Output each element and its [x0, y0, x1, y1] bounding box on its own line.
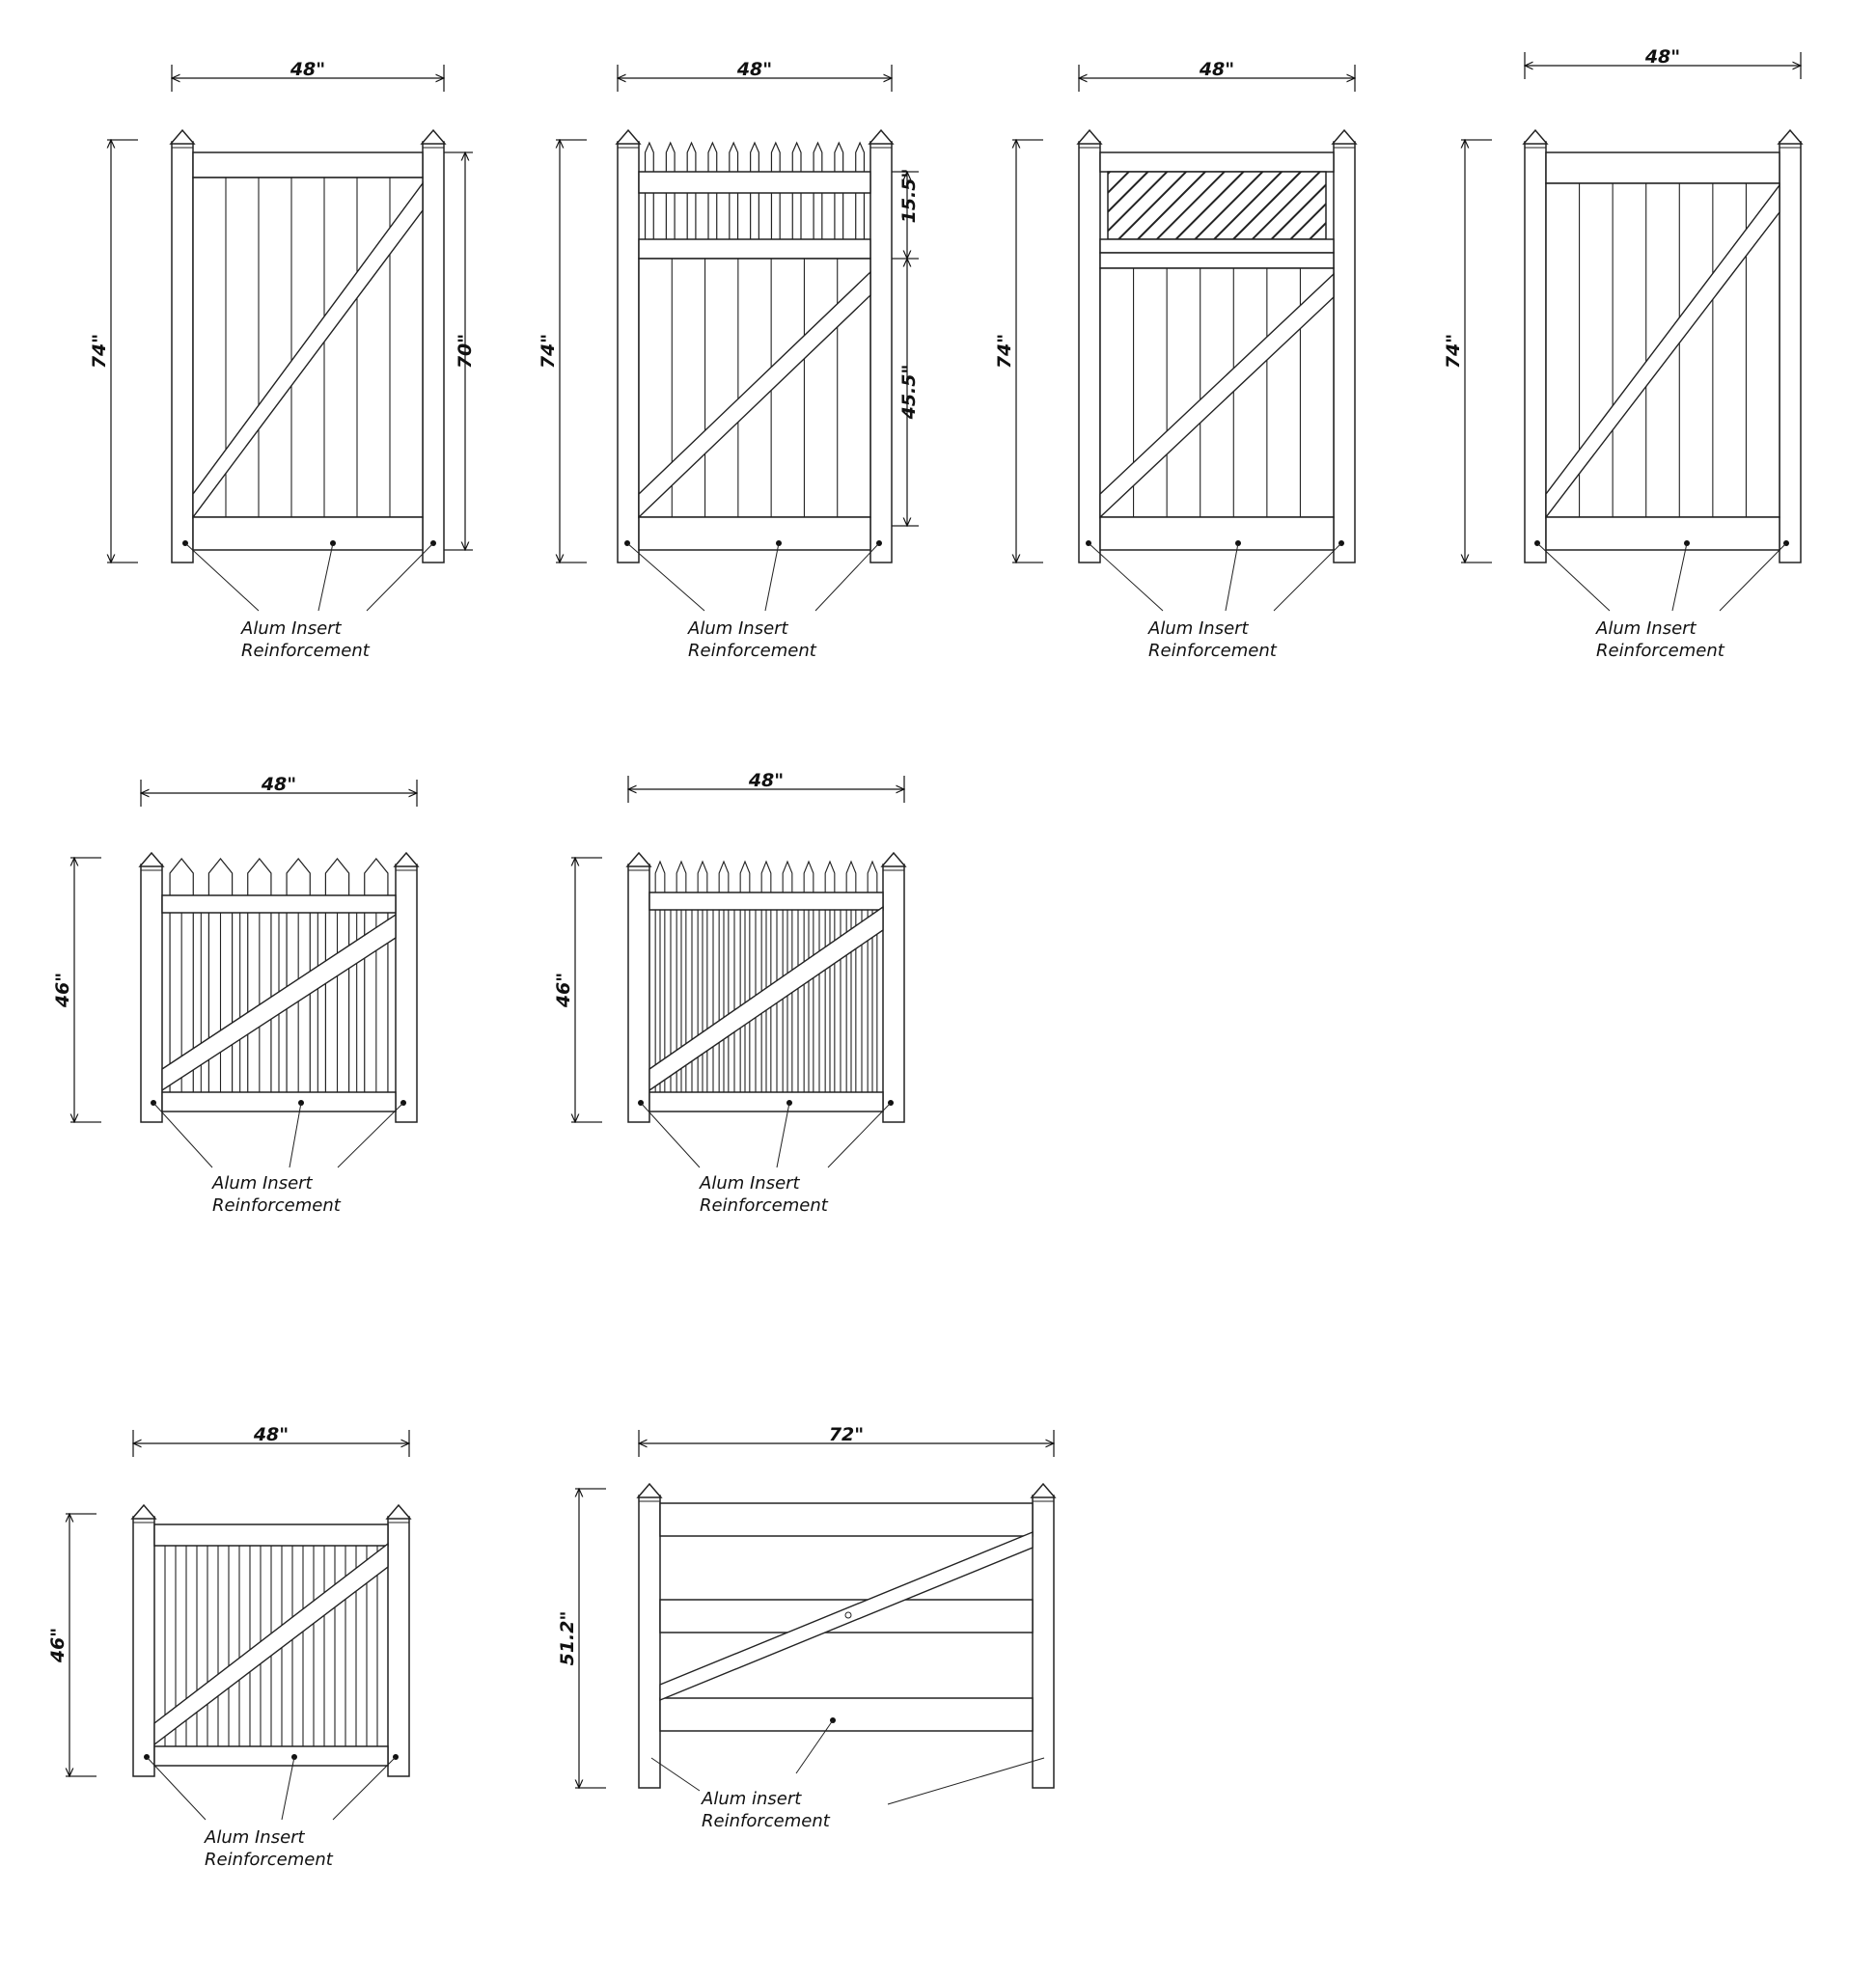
callout-line-2: Reinforcement	[205, 1850, 333, 1870]
height-dimension-label: 74"	[538, 333, 559, 370]
width-dimension-label: 48"	[253, 1424, 290, 1445]
callout-line-2: Reinforcement	[702, 1811, 830, 1831]
gate-post	[141, 864, 162, 1122]
gate-flat-top-picket	[47, 1424, 410, 1870]
gate-picket-top-privacy	[538, 59, 920, 661]
top-rail	[1546, 152, 1779, 183]
top-rail	[649, 892, 883, 910]
height-dimension-label: 74"	[1443, 333, 1464, 370]
callout-line-1: Alum Insert	[241, 618, 342, 639]
bottom-rail	[162, 1092, 396, 1112]
post-cap	[627, 853, 650, 866]
gate-post	[172, 142, 193, 563]
height-dimension-label: 74"	[994, 333, 1015, 370]
height-dimension-label: 46"	[52, 972, 73, 1008]
post-cap	[171, 130, 194, 144]
gate-ranch-rail	[557, 1424, 1055, 1831]
top-rail	[1100, 152, 1334, 172]
post-cap	[638, 1484, 661, 1497]
callout-leader	[828, 1103, 891, 1167]
top-rail	[162, 895, 396, 913]
callout-leader	[1672, 543, 1687, 611]
post-cap	[1333, 130, 1356, 144]
callout-line-1: Alum Insert	[212, 1173, 313, 1194]
post-cap	[617, 130, 640, 144]
height-dimension-label: 46"	[553, 972, 574, 1008]
gate-post	[618, 142, 639, 563]
callout-leader	[888, 1758, 1044, 1804]
extra-dimension-label: 15.5"	[898, 168, 920, 224]
gate-post	[883, 864, 904, 1122]
width-dimension-label: 48"	[1644, 46, 1681, 68]
post-cap	[869, 130, 893, 144]
bottom-rail	[1100, 517, 1334, 550]
width-dimension-label: 48"	[736, 59, 773, 80]
width-dimension-label: 48"	[261, 774, 297, 795]
gate-post	[1033, 1496, 1054, 1788]
callout-leader	[367, 543, 433, 611]
gate-post	[639, 1496, 660, 1788]
bottom-rail	[639, 517, 870, 550]
callout-line-1: Alum Insert	[700, 1173, 800, 1194]
width-dimension-label: 48"	[290, 59, 326, 80]
post-cap	[395, 853, 418, 866]
gate-post	[870, 142, 892, 563]
callout-leader	[338, 1103, 403, 1167]
gate-post	[1079, 142, 1100, 563]
callout-leader	[290, 1103, 301, 1167]
callout-leader	[1537, 543, 1610, 611]
callout-leader	[185, 543, 259, 611]
callout-line-2: Reinforcement	[1148, 641, 1277, 661]
middle-rail-lower	[1100, 253, 1334, 268]
callout-leader	[318, 543, 333, 611]
callout-line-2: Reinforcement	[212, 1195, 341, 1216]
width-dimension-label: 72"	[828, 1424, 865, 1445]
callout-leader	[1089, 543, 1163, 611]
callout-line-1: Alum Insert	[1148, 618, 1249, 639]
post-cap	[387, 1505, 410, 1519]
bottom-rail	[1546, 517, 1779, 550]
callout-line-1: Alum Insert	[688, 618, 788, 639]
gate-post	[1525, 142, 1546, 563]
callout-leader	[1274, 543, 1341, 611]
post-cap	[1524, 130, 1547, 144]
gate-post	[628, 864, 649, 1122]
post-cap	[132, 1505, 155, 1519]
callout-leader	[815, 543, 879, 611]
callout-line-2: Reinforcement	[688, 641, 816, 661]
callout-line-1: Alum Insert	[1596, 618, 1697, 639]
width-dimension-label: 48"	[748, 770, 785, 791]
gate-solid-privacy-1	[89, 59, 476, 661]
extra-dimension-label: 45.5"	[898, 364, 920, 420]
width-dimension-label: 48"	[1199, 59, 1235, 80]
gate-lattice-top-privacy	[994, 59, 1356, 661]
brace-fastener	[845, 1612, 851, 1618]
gate-post	[1779, 142, 1801, 563]
callout-leader	[1720, 543, 1786, 611]
middle-rail	[639, 239, 870, 259]
gate-post	[423, 142, 444, 563]
gate-solid-privacy-2	[1443, 46, 1802, 661]
gate-picket-wide	[52, 774, 418, 1216]
top-rail	[154, 1524, 388, 1546]
gates-layer	[47, 46, 1802, 1870]
callout-leader	[641, 1103, 700, 1167]
callout-line-1: Alum insert	[702, 1789, 802, 1809]
post-cap	[422, 130, 445, 144]
post-cap	[882, 853, 905, 866]
height-dimension-label: 74"	[89, 333, 110, 370]
bottom-rail	[154, 1746, 388, 1766]
callout-leader	[153, 1103, 212, 1167]
top-rail	[193, 152, 423, 178]
post-cap	[1779, 130, 1802, 144]
gate-post	[396, 864, 417, 1122]
height-dimension-label: 46"	[47, 1627, 69, 1663]
post-cap	[1078, 130, 1101, 144]
lattice-panel	[1108, 172, 1326, 239]
callout-leader	[627, 543, 704, 611]
picket-rail-upper	[639, 172, 870, 193]
gate-post	[1334, 142, 1355, 563]
callout-line-2: Reinforcement	[700, 1195, 828, 1216]
callout-line-1: Alum Insert	[205, 1827, 305, 1848]
gate-post	[388, 1517, 409, 1776]
extra-dimension-label: 70"	[455, 333, 476, 370]
callout-line-2: Reinforcement	[1596, 641, 1724, 661]
post-cap	[1032, 1484, 1055, 1497]
horizontal-rail	[660, 1698, 1033, 1731]
callout-leader	[1226, 543, 1238, 611]
callout-leader	[777, 1103, 789, 1167]
gate-picket-narrow	[553, 770, 905, 1216]
callout-leader	[765, 543, 779, 611]
bottom-rail	[649, 1092, 883, 1112]
gate-post	[133, 1517, 154, 1776]
bottom-rail	[193, 517, 423, 550]
callout-line-2: Reinforcement	[241, 641, 370, 661]
height-dimension-label: 51.2"	[557, 1610, 578, 1666]
horizontal-rail	[660, 1503, 1033, 1536]
post-cap	[140, 853, 163, 866]
middle-rail	[1100, 239, 1334, 253]
